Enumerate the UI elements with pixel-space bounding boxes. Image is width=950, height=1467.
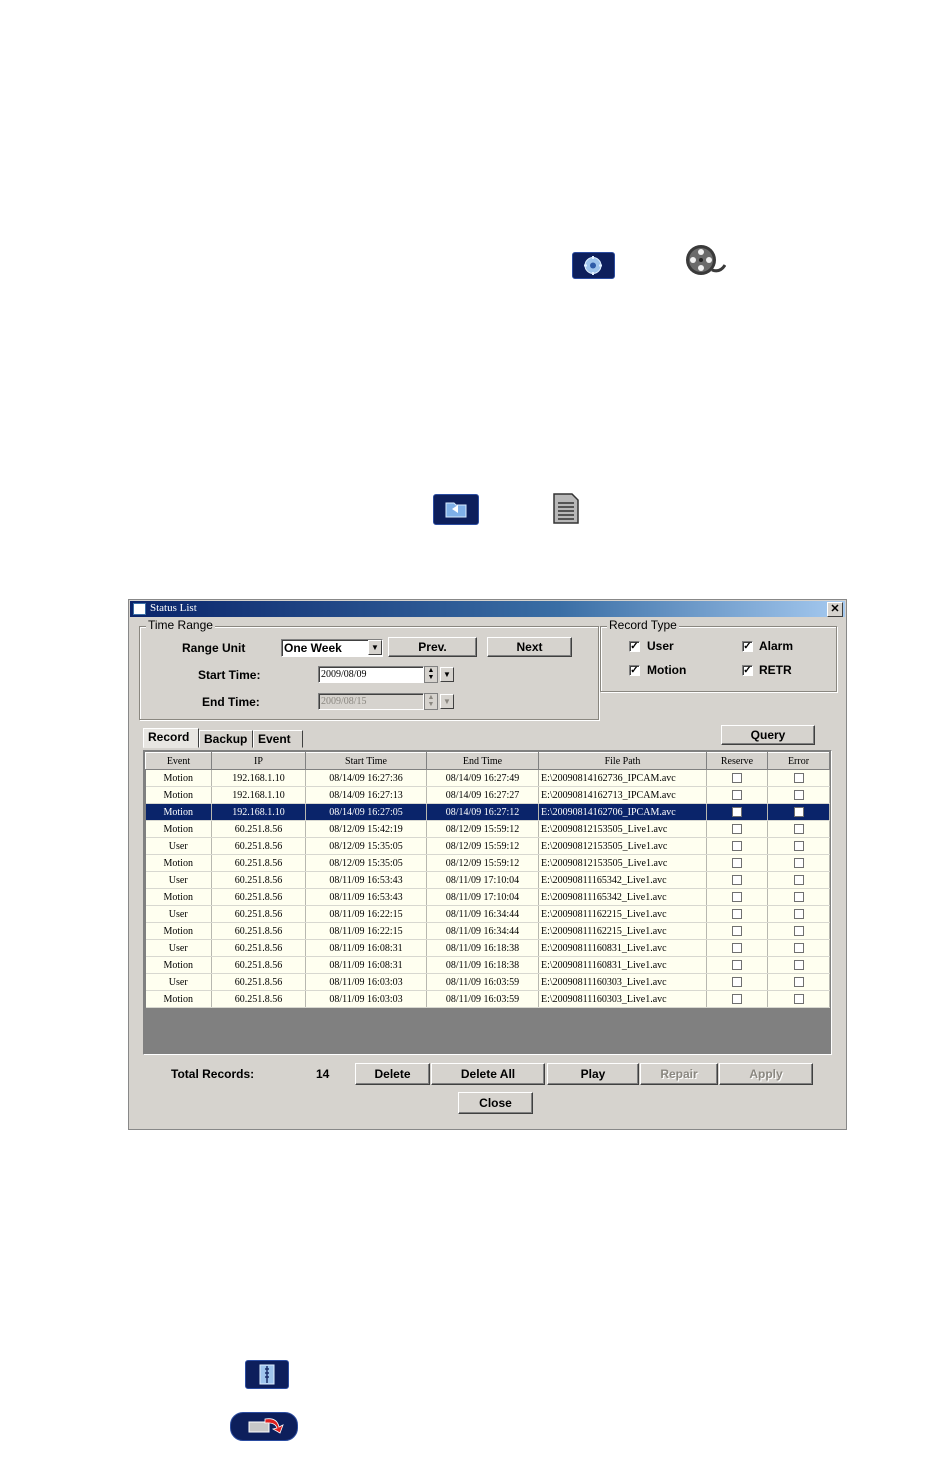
cell-file-path: E:\20090811160831_Live1.avc xyxy=(539,940,707,957)
cell-ip: 60.251.8.56 xyxy=(212,991,306,1008)
cell-start-time: 08/11/09 16:22:15 xyxy=(306,923,427,940)
tab-record[interactable]: Record xyxy=(143,728,199,748)
end-time-spinner: ▲ ▼ xyxy=(424,693,438,710)
reserve-checkbox[interactable] xyxy=(732,994,742,1004)
reserve-checkbox-cell xyxy=(707,872,768,889)
end-time-input: 2009/08/15 xyxy=(318,693,424,710)
reserve-checkbox-cell xyxy=(707,991,768,1008)
table-row[interactable] xyxy=(146,923,830,940)
error-checkbox-cell xyxy=(768,787,830,804)
table-row[interactable] xyxy=(146,957,830,974)
cell-start-time: 08/12/09 15:35:05 xyxy=(306,855,427,872)
error-checkbox[interactable] xyxy=(794,824,804,834)
cell-end-time: 08/11/09 16:34:44 xyxy=(427,906,539,923)
cell-event: User xyxy=(146,906,212,923)
start-time-label: Start Time: xyxy=(198,668,261,682)
end-time-dropdown-icon: ▼ xyxy=(440,694,454,709)
error-checkbox-cell xyxy=(768,838,830,855)
cell-file-path: E:\20090812153505_Live1.avc xyxy=(539,838,707,855)
delete-all-button[interactable]: Delete All xyxy=(431,1063,545,1085)
retr-label: RETR xyxy=(759,663,792,677)
reserve-checkbox-cell xyxy=(707,940,768,957)
cell-event: Motion xyxy=(146,855,212,872)
user-checkbox[interactable]: ✓ xyxy=(630,641,639,652)
error-checkbox[interactable] xyxy=(794,841,804,851)
alarm-label: Alarm xyxy=(759,639,794,653)
reserve-checkbox[interactable] xyxy=(732,892,742,902)
cell-event: User xyxy=(146,838,212,855)
cell-end-time: 08/11/09 17:10:04 xyxy=(427,889,539,906)
reserve-checkbox[interactable] xyxy=(732,875,742,885)
table-row[interactable] xyxy=(146,770,830,787)
app-icon xyxy=(133,603,146,615)
error-checkbox-cell xyxy=(768,957,830,974)
total-records-label: Total Records: xyxy=(171,1067,255,1081)
cell-file-path: E:\20090811162215_Live1.avc xyxy=(539,906,707,923)
cell-start-time: 08/11/09 16:03:03 xyxy=(306,974,427,991)
table-row[interactable] xyxy=(146,821,830,838)
error-checkbox-cell xyxy=(768,872,830,889)
col-reserve[interactable]: Reserve xyxy=(707,753,768,770)
cell-file-path: E:\20090812153505_Live1.avc xyxy=(539,821,707,838)
reserve-checkbox[interactable] xyxy=(732,773,742,783)
cell-end-time: 08/11/09 17:10:04 xyxy=(427,872,539,889)
cell-event: Motion xyxy=(146,804,212,821)
chevron-down-icon[interactable]: ▼ xyxy=(368,640,382,655)
cell-event: Motion xyxy=(146,821,212,838)
reserve-checkbox-cell xyxy=(707,770,768,787)
cell-end-time: 08/12/09 15:59:12 xyxy=(427,821,539,838)
error-checkbox[interactable] xyxy=(794,960,804,970)
cell-file-path: E:\20090814162713_IPCAM.avc xyxy=(539,787,707,804)
next-button[interactable]: Next xyxy=(487,637,572,657)
table-row[interactable] xyxy=(146,855,830,872)
table-row[interactable] xyxy=(146,787,830,804)
reserve-checkbox[interactable] xyxy=(732,960,742,970)
cell-ip: 60.251.8.56 xyxy=(212,940,306,957)
cell-file-path: E:\20090811160303_Live1.avc xyxy=(539,991,707,1008)
total-records-value: 14 xyxy=(316,1067,330,1081)
cell-start-time: 08/14/09 16:27:05 xyxy=(306,804,427,821)
delete-button[interactable]: Delete xyxy=(355,1063,430,1085)
error-checkbox[interactable] xyxy=(794,994,804,1004)
reserve-checkbox-cell xyxy=(707,974,768,991)
cell-end-time: 08/11/09 16:03:59 xyxy=(427,974,539,991)
red-arrow-button-icon xyxy=(230,1412,298,1441)
col-start-time[interactable]: Start Time xyxy=(306,753,427,770)
cell-end-time: 08/12/09 15:59:12 xyxy=(427,855,539,872)
cell-ip: 192.168.1.10 xyxy=(212,770,306,787)
error-checkbox-cell xyxy=(768,804,830,821)
table-row[interactable] xyxy=(146,906,830,923)
reserve-checkbox[interactable] xyxy=(732,858,742,868)
cell-ip: 192.168.1.10 xyxy=(212,804,306,821)
cell-ip: 60.251.8.56 xyxy=(212,906,306,923)
cell-start-time: 08/11/09 16:53:43 xyxy=(306,889,427,906)
cell-ip: 60.251.8.56 xyxy=(212,838,306,855)
cell-ip: 192.168.1.10 xyxy=(212,787,306,804)
cell-start-time: 08/11/09 16:08:31 xyxy=(306,957,427,974)
error-checkbox[interactable] xyxy=(794,858,804,868)
error-checkbox[interactable] xyxy=(794,892,804,902)
cell-file-path: E:\20090814162706_IPCAM.avc xyxy=(539,804,707,821)
cell-event: Motion xyxy=(146,991,212,1008)
cell-file-path: E:\20090811162215_Live1.avc xyxy=(539,923,707,940)
prev-button[interactable]: Prev. xyxy=(388,637,477,657)
time-range-group xyxy=(139,618,599,720)
error-checkbox-cell xyxy=(768,821,830,838)
start-time-spinner[interactable]: ▲ ▼ xyxy=(424,666,438,683)
reserve-checkbox-cell xyxy=(707,787,768,804)
cell-ip: 60.251.8.56 xyxy=(212,974,306,991)
cell-start-time: 08/11/09 16:03:03 xyxy=(306,991,427,1008)
cell-end-time: 08/14/09 16:27:27 xyxy=(427,787,539,804)
reserve-checkbox-cell xyxy=(707,804,768,821)
repair-button: Repair xyxy=(640,1063,718,1085)
time-range-label: Time Range xyxy=(148,618,213,632)
cell-end-time: 08/11/09 16:03:59 xyxy=(427,991,539,1008)
error-checkbox[interactable] xyxy=(794,807,804,817)
title-bar xyxy=(130,601,845,617)
reserve-checkbox-cell xyxy=(707,821,768,838)
cell-event: Motion xyxy=(146,770,212,787)
start-time-dropdown-icon[interactable]: ▼ xyxy=(440,667,454,682)
reserve-checkbox[interactable] xyxy=(732,926,742,936)
error-checkbox-cell xyxy=(768,940,830,957)
error-checkbox-cell xyxy=(768,770,830,787)
cell-start-time: 08/11/09 16:08:31 xyxy=(306,940,427,957)
cell-start-time: 08/14/09 16:27:13 xyxy=(306,787,427,804)
cell-event: User xyxy=(146,940,212,957)
reserve-checkbox[interactable] xyxy=(732,909,742,919)
range-unit-label: Range Unit xyxy=(182,641,246,655)
error-checkbox[interactable] xyxy=(794,773,804,783)
cell-end-time: 08/14/09 16:27:49 xyxy=(427,770,539,787)
reserve-checkbox-cell xyxy=(707,923,768,940)
col-end-time[interactable]: End Time xyxy=(427,753,539,770)
col-ip[interactable]: IP xyxy=(212,753,306,770)
cell-start-time: 08/12/09 15:35:05 xyxy=(306,838,427,855)
cell-event: Motion xyxy=(146,923,212,940)
reserve-checkbox-cell xyxy=(707,838,768,855)
reserve-checkbox-cell xyxy=(707,957,768,974)
error-checkbox-cell xyxy=(768,974,830,991)
cell-event: Motion xyxy=(146,889,212,906)
end-time-label: End Time: xyxy=(202,695,260,709)
reserve-checkbox-cell xyxy=(707,906,768,923)
table-row[interactable] xyxy=(146,940,830,957)
cell-file-path: E:\20090811160303_Live1.avc xyxy=(539,974,707,991)
error-checkbox[interactable] xyxy=(794,926,804,936)
close-icon[interactable]: ✕ xyxy=(827,602,843,617)
record-type-group xyxy=(600,618,837,692)
cell-end-time: 08/11/09 16:18:38 xyxy=(427,940,539,957)
cell-start-time: 08/12/09 15:42:19 xyxy=(306,821,427,838)
error-checkbox[interactable] xyxy=(794,875,804,885)
cell-start-time: 08/14/09 16:27:36 xyxy=(306,770,427,787)
table-row[interactable] xyxy=(146,991,830,1008)
cell-event: User xyxy=(146,974,212,991)
range-unit-value: One Week xyxy=(284,641,342,655)
cell-file-path: E:\20090814162736_IPCAM.avc xyxy=(539,770,707,787)
user-label: User xyxy=(647,639,674,653)
col-error[interactable]: Error xyxy=(768,753,830,770)
play-button[interactable]: Play xyxy=(547,1063,639,1085)
cell-event: User xyxy=(146,872,212,889)
cell-end-time: 08/14/09 16:27:12 xyxy=(427,804,539,821)
table-row[interactable] xyxy=(146,838,830,855)
table-header-row xyxy=(146,753,830,770)
record-type-label: Record Type xyxy=(609,618,677,632)
cell-file-path: E:\20090811160831_Live1.avc xyxy=(539,957,707,974)
folder-button-icon xyxy=(433,494,479,525)
error-checkbox[interactable] xyxy=(794,977,804,987)
cell-event: Motion xyxy=(146,957,212,974)
alarm-checkbox[interactable]: ✓ xyxy=(743,641,752,652)
motion-label: Motion xyxy=(647,663,687,677)
close-button[interactable]: Close xyxy=(458,1092,533,1114)
cell-start-time: 08/11/09 16:53:43 xyxy=(306,872,427,889)
window-title: Status List xyxy=(150,602,197,614)
col-event[interactable]: Event xyxy=(146,753,212,770)
cell-ip: 60.251.8.56 xyxy=(212,855,306,872)
zip-button-icon xyxy=(245,1360,289,1389)
table-row[interactable] xyxy=(146,872,830,889)
document-icon xyxy=(551,491,581,525)
cell-file-path: E:\20090811165342_Live1.avc xyxy=(539,872,707,889)
cell-end-time: 08/11/09 16:34:44 xyxy=(427,923,539,940)
cell-end-time: 08/11/09 16:18:38 xyxy=(427,957,539,974)
reserve-checkbox[interactable] xyxy=(732,943,742,953)
col-file-path[interactable]: File Path xyxy=(539,753,707,770)
film-reel-icon xyxy=(682,243,726,277)
record-table-grid xyxy=(145,752,830,1008)
range-unit-select[interactable] xyxy=(281,639,383,657)
tab-event[interactable]: Event xyxy=(253,730,303,748)
reserve-checkbox-cell xyxy=(707,855,768,872)
cell-file-path: E:\20090812153505_Live1.avc xyxy=(539,855,707,872)
cell-event: Motion xyxy=(146,787,212,804)
query-button[interactable]: Query xyxy=(721,725,815,745)
error-checkbox-cell xyxy=(768,855,830,872)
cell-ip: 60.251.8.56 xyxy=(212,889,306,906)
reserve-checkbox[interactable] xyxy=(732,841,742,851)
reserve-checkbox[interactable] xyxy=(732,790,742,800)
status-list-window xyxy=(128,599,847,1130)
reserve-checkbox[interactable] xyxy=(732,824,742,834)
cell-file-path: E:\20090811165342_Live1.avc xyxy=(539,889,707,906)
record-table[interactable] xyxy=(143,750,832,1055)
gear-button-icon xyxy=(572,252,615,279)
error-checkbox-cell xyxy=(768,923,830,940)
motion-checkbox[interactable]: ✓ xyxy=(630,665,639,676)
table-row[interactable] xyxy=(146,889,830,906)
reserve-checkbox[interactable] xyxy=(732,807,742,817)
error-checkbox[interactable] xyxy=(794,790,804,800)
table-row[interactable] xyxy=(146,974,830,991)
cell-ip: 60.251.8.56 xyxy=(212,957,306,974)
table-row[interactable] xyxy=(146,804,830,821)
retr-checkbox[interactable]: ✓ xyxy=(743,665,752,676)
cell-ip: 60.251.8.56 xyxy=(212,821,306,838)
tab-backup[interactable]: Backup xyxy=(199,730,253,748)
error-checkbox[interactable] xyxy=(794,943,804,953)
error-checkbox-cell xyxy=(768,991,830,1008)
reserve-checkbox-cell xyxy=(707,889,768,906)
start-time-input[interactable]: 2009/08/09 xyxy=(318,666,424,683)
cell-end-time: 08/12/09 15:59:12 xyxy=(427,838,539,855)
cell-ip: 60.251.8.56 xyxy=(212,872,306,889)
reserve-checkbox[interactable] xyxy=(732,977,742,987)
cell-ip: 60.251.8.56 xyxy=(212,923,306,940)
cell-start-time: 08/11/09 16:22:15 xyxy=(306,906,427,923)
apply-button: Apply xyxy=(719,1063,813,1085)
error-checkbox-cell xyxy=(768,889,830,906)
error-checkbox[interactable] xyxy=(794,909,804,919)
error-checkbox-cell xyxy=(768,906,830,923)
